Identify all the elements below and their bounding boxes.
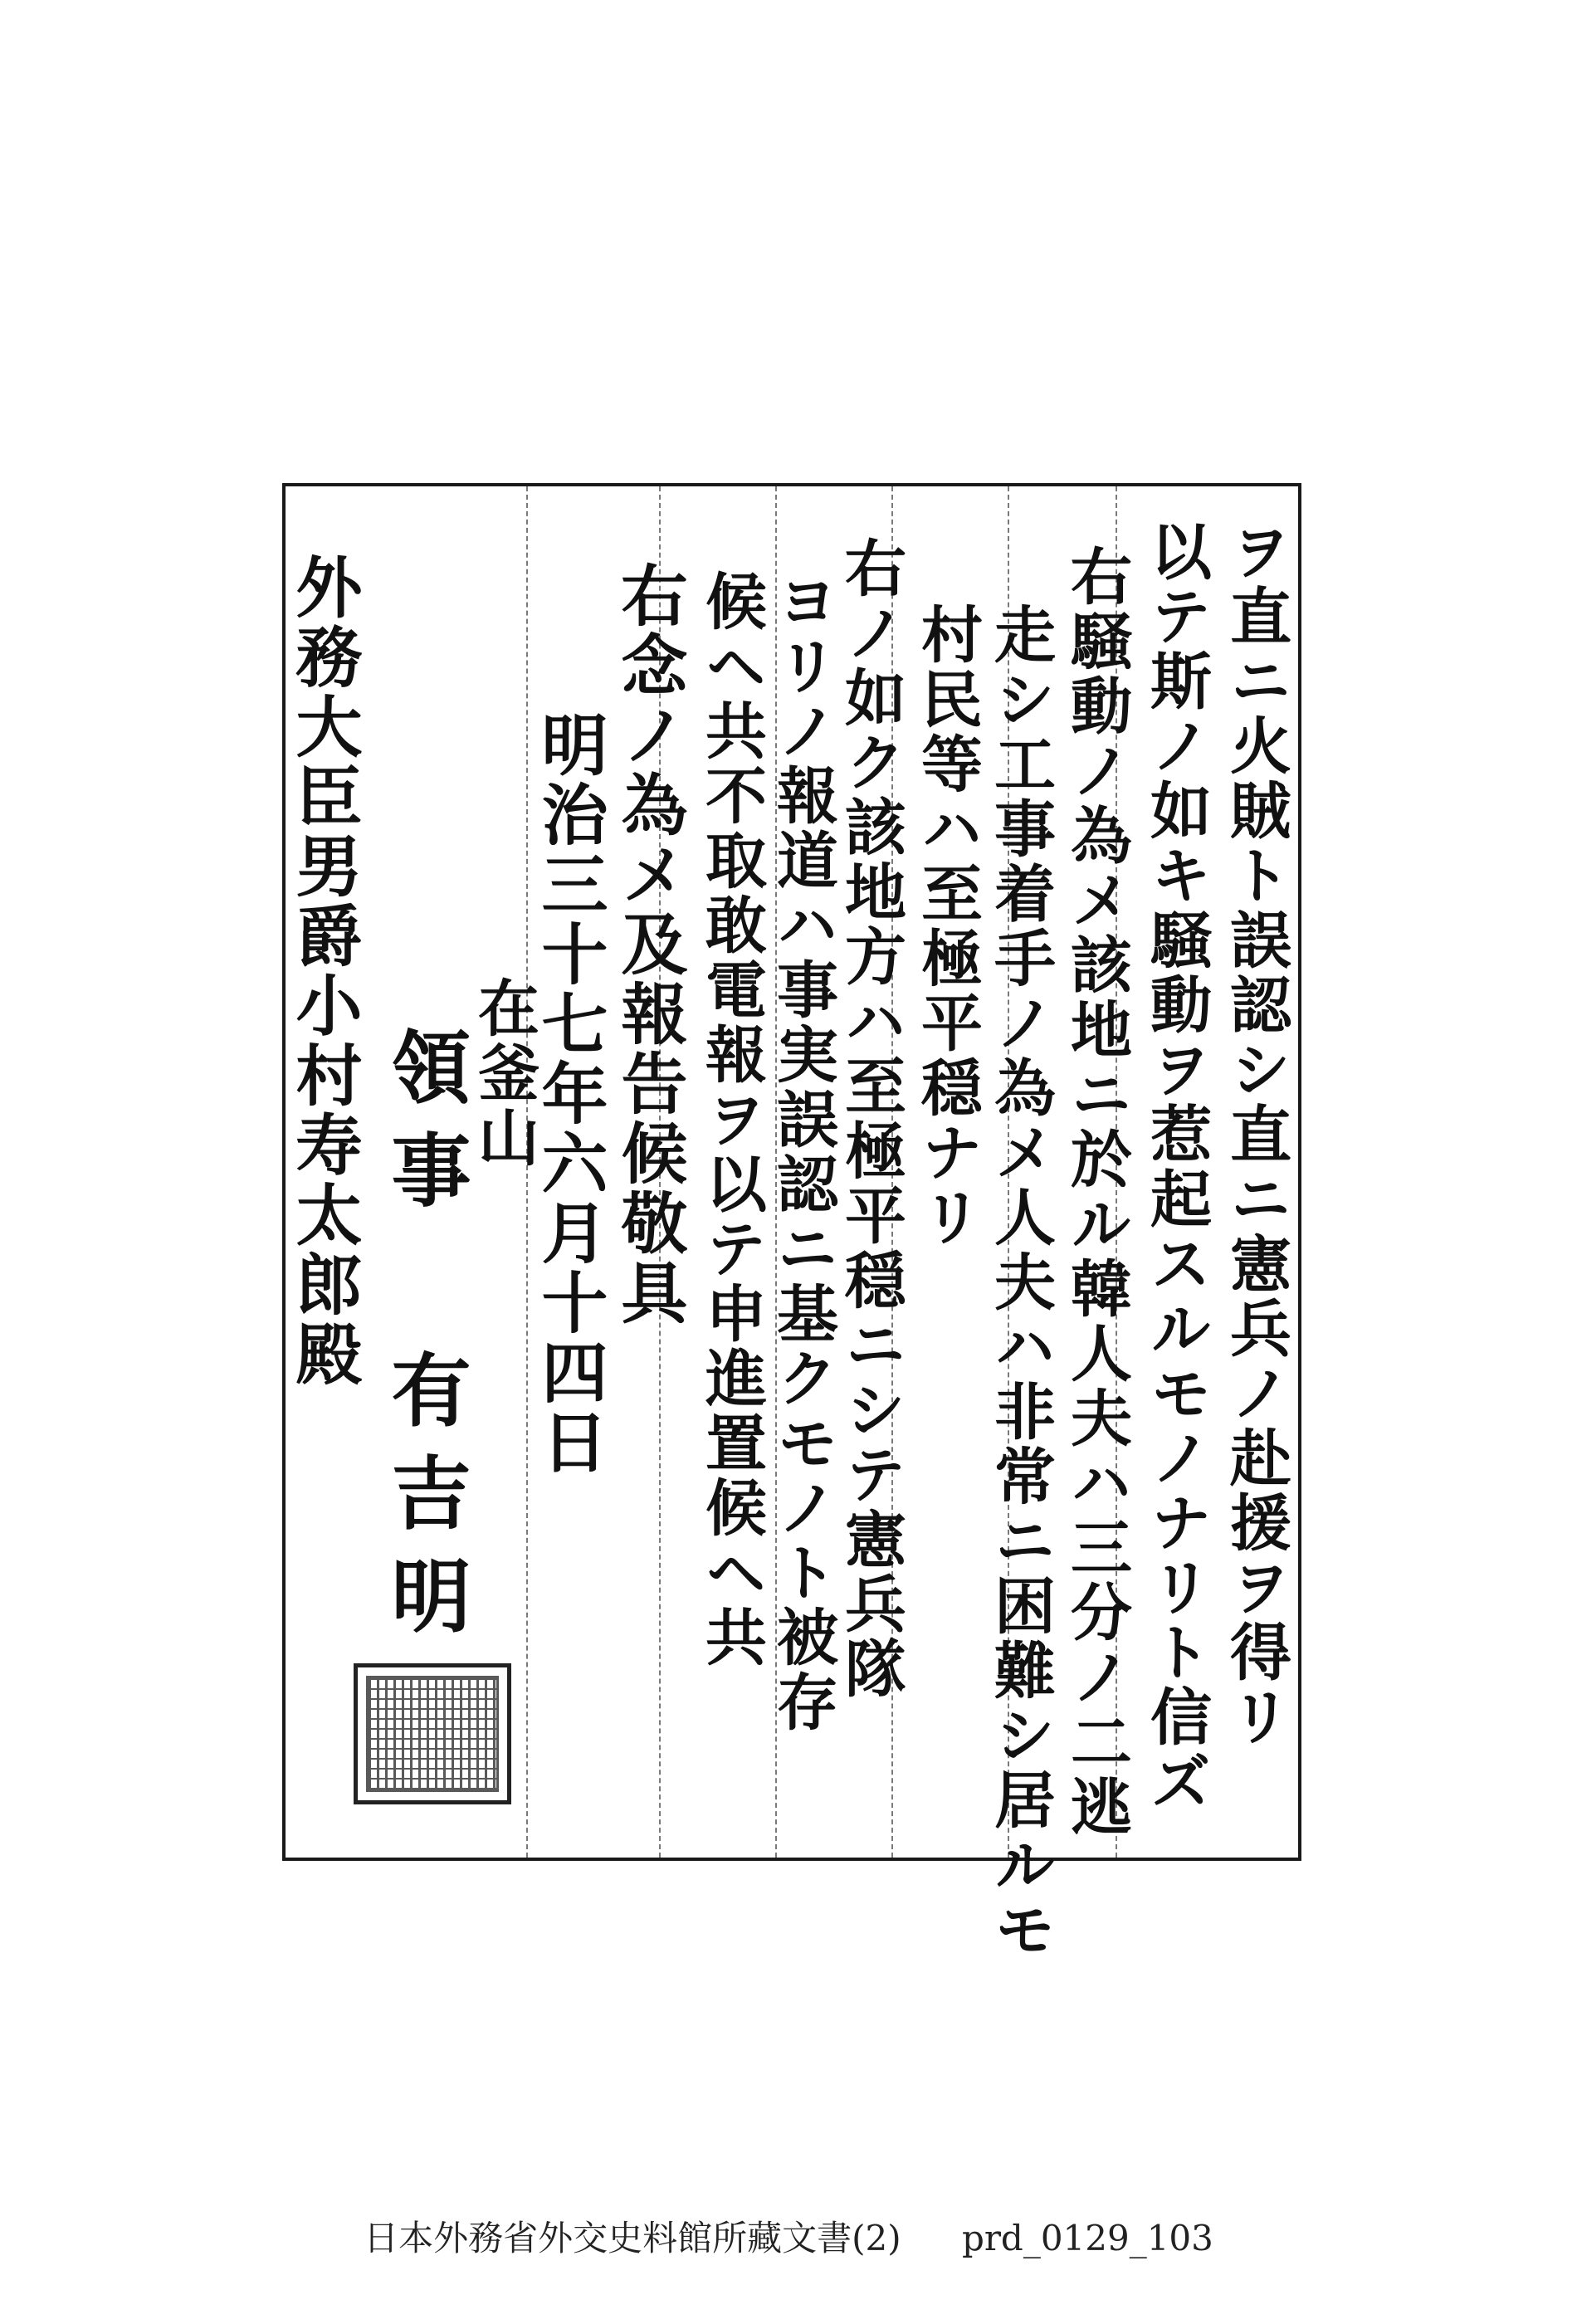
- date-line: 明治三十七年六月十四日: [530, 710, 608, 1477]
- column-ruling: [526, 486, 528, 1858]
- text-column-6: 右ノ如ク該地方ハ至極平穏ニシテ憲兵隊: [835, 536, 906, 1702]
- official-seal: [354, 1663, 511, 1804]
- text-column-4: 走シ工事着手ノ為メ人夫ハ非常ニ困難シ居ルモ: [984, 603, 1056, 1962]
- text-column-7: ヨリノ報道ハ事実誤認ニ基クモノト被存: [767, 569, 838, 1735]
- footer-page-id: prd_0129_103: [961, 2218, 1213, 2258]
- location-line: 在釜山: [468, 976, 540, 1170]
- text-column-2: 以テ斯ノ如キ騒動ヲ惹起スルモノナリト信ズ: [1140, 520, 1212, 1814]
- page-footer: [0, 2211, 1577, 2261]
- text-column-9: 右念ノ為メ及報告候敬具: [610, 561, 688, 1328]
- text-column-1: ヲ直ニ火賊ト誤認シ直ニ憲兵ノ赴援ヲ得リ: [1220, 520, 1291, 1750]
- footer-source: 日本外務省外交史料館所藏文書(2): [364, 2218, 901, 2258]
- addressee-line: 外務大臣男爵小村寿太郎殿: [285, 553, 363, 1389]
- text-column-5: 村民等ハ至極平穏ナリ: [911, 603, 983, 1250]
- text-column-8: 候ヘ共不取敢電報ヲ以テ申進置候ヘ共: [696, 569, 767, 1670]
- document-page: [282, 483, 1301, 1962]
- text-column-3: 右騒動ノ為メ該地ニ於ル韓人夫ハ三分ノ二逃: [1061, 544, 1132, 1839]
- signatory-line: 領事 有吉明: [378, 1026, 472, 1658]
